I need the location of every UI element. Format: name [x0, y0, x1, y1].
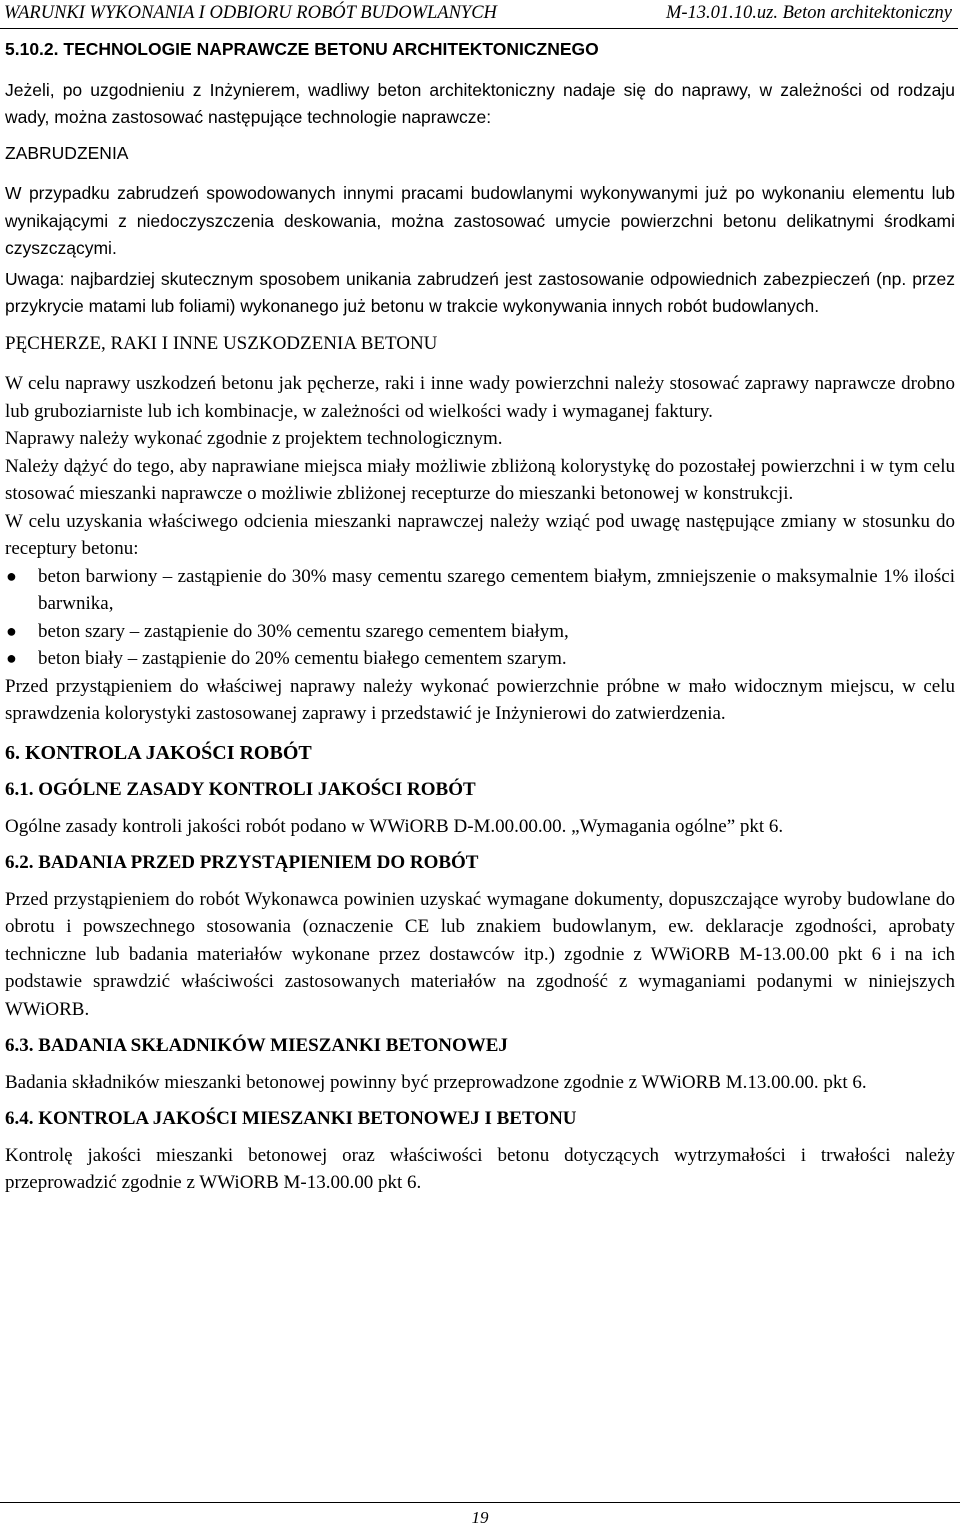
running-header — [0, 2, 958, 29]
dirt-paragraph-2: Uwaga: najbardziej skutecznym sposobem unikania zabrudzeń jest zastosowanie odpowiednich zabezpieczeń (np. przez przykrycie matami lub foliami) wykonanego już betonu w trakcie wykonywania innych robót budowlanych. — [5, 268, 955, 316]
paragraph-6-1: Ogólne zasady kontroli jakości robót podano w WWiORB D-M.00.00.00. „Wymagania ogólne” pkt 6. — [5, 815, 784, 837]
list-item: ● beton szary – zastąpienie do 30% cementu szarego cementem białym, — [5, 618, 955, 646]
defects-paragraph-5: Przed przystąpieniem do właściwej naprawy należy wykonać powierzchnie próbne w mało widocznym miejscu, w celu sprawdzenia kolorystyki zastosowanej zaprawy i przedstawić je Inżynierowi do zatwierdzenia. — [5, 675, 955, 724]
defects-paragraph-3: Należy dążyć do tego, aby naprawiane miejsca miały możliwie zbliżoną kolorystykę do pozostałej powierzchni i w tym celu stosować mieszanki naprawcze o możliwie zbliżonej recepturze do mieszanki betonowej w konstrukcji. — [5, 455, 955, 504]
heading-6: 6. KONTROLA JAKOŚCI ROBÓT — [5, 741, 312, 764]
header-spec-code: M-13.01.10.uz. Beton architektoniczny — [665, 3, 952, 23]
paragraph-6-4: Kontrolę jakości mieszanki betonowej oraz właściwości betonu dotyczących wytrzymałości i trwałości należy przeprowadzić zgodnie z WWiORB M-13.00.00 pkt 6. — [5, 1144, 955, 1193]
mix-adjustment-list — [5, 563, 955, 673]
defects-paragraph-2: Naprawy należy wykonać zgodnie z projektem technologicznym. — [5, 428, 503, 449]
heading-6-3: 6.3. BADANIA SKŁADNIKÓW MIESZANKI BETONOWEJ — [5, 1035, 508, 1056]
paragraph-6-2: Przed przystąpieniem do robót Wykonawca powinien uzyskać wymagane dokumenty, dopuszczające wyroby budowlane do obrotu i powszechnego stosowania (oznaczenie CE lub znakiem budowlanym, ew. deklaracje zgodności, aprobaty techniczne lub badania materiałów wykonane przez dostawców itp.) zgodnie z WWiORB M-13.00.00 pkt 6 i na ich podstawie sprawdzić właściwości zastosowanych materiałów na zgodność z wymaganiami podanymi w niniejszych WWiORB. — [5, 888, 955, 1020]
dirt-paragraph-1: W przypadku zabrudzeń spowodowanych innymi pracami budowlanymi wykonywanymi już po wykonaniu elementu lub wynikającymi z niedoczyszczenia deskowania, można zastosować umycie powierzchni betonu delikatnymi środkami czyszczącymi. — [5, 183, 955, 258]
page-number: 19 — [471, 1508, 489, 1527]
defects-paragraph-1: W celu naprawy uszkodzeń betonu jak pęcherze, raki i inne wady powierzchni należy stosować zaprawy naprawcze drobno lub gruboziarniste lub ich kombinacje, w zależności od wielkości wady i wymaganej faktury. — [5, 373, 955, 422]
heading-6-4: 6.4. KONTROLA JAKOŚCI MIESZANKI BETONOWEJ I BETONU — [5, 1108, 577, 1129]
bullet-icon: ● — [6, 620, 17, 641]
heading-6-1: 6.1. OGÓLNE ZASADY KONTROLI JAKOŚCI ROBÓT — [5, 779, 476, 800]
bullet-icon: ● — [6, 648, 17, 668]
heading-6-2: 6.2. BADANIA PRZED PRZYSTĄPIENIEM DO ROBÓT — [5, 852, 479, 873]
intro-paragraph: Jeżeli, po uzgodnieniu z Inżynierem, wadliwy beton architektoniczny nadaje się do naprawy, w zależności od rodzaju wady, można zastosować następujące technologie naprawcze: — [5, 79, 955, 127]
footer-rule — [0, 1502, 960, 1503]
paragraph-6-3: Badania składników mieszanki betonowej powinny być przeprowadzone zgodnie z WWiORB M.13.00.00. pkt 6. — [5, 1071, 867, 1093]
list-item: ● beton biały – zastąpienie do 20% cementu białego cementem szarym. — [5, 645, 955, 673]
subheading-defects: PĘCHERZE, RAKI I INNE USZKODZENIA BETONU — [5, 332, 438, 354]
subheading-dirt: ZABRUDZENIA — [5, 142, 129, 163]
header-title: WARUNKI WYKONANIA I ODBIORU ROBÓT BUDOWLANYCH — [4, 3, 497, 23]
defects-paragraph-4: W celu uzyskania właściwego odcienia mieszanki naprawczej należy wziąć pod uwagę następujące zmiany w stosunku do receptury betonu: — [5, 510, 955, 559]
heading-5-10-2: 5.10.2. TECHNOLOGIE NAPRAWCZE BETONU ARCHITEKTONICZNEGO — [5, 39, 599, 59]
bullet-icon: ● — [6, 565, 17, 586]
document-body — [5, 34, 955, 1197]
list-item: ● beton barwiony – zastąpienie do 30% masy cementu szarego cementem białym, zmniejszenie o maksymalnie 1% ilości barwnika, — [5, 563, 955, 618]
